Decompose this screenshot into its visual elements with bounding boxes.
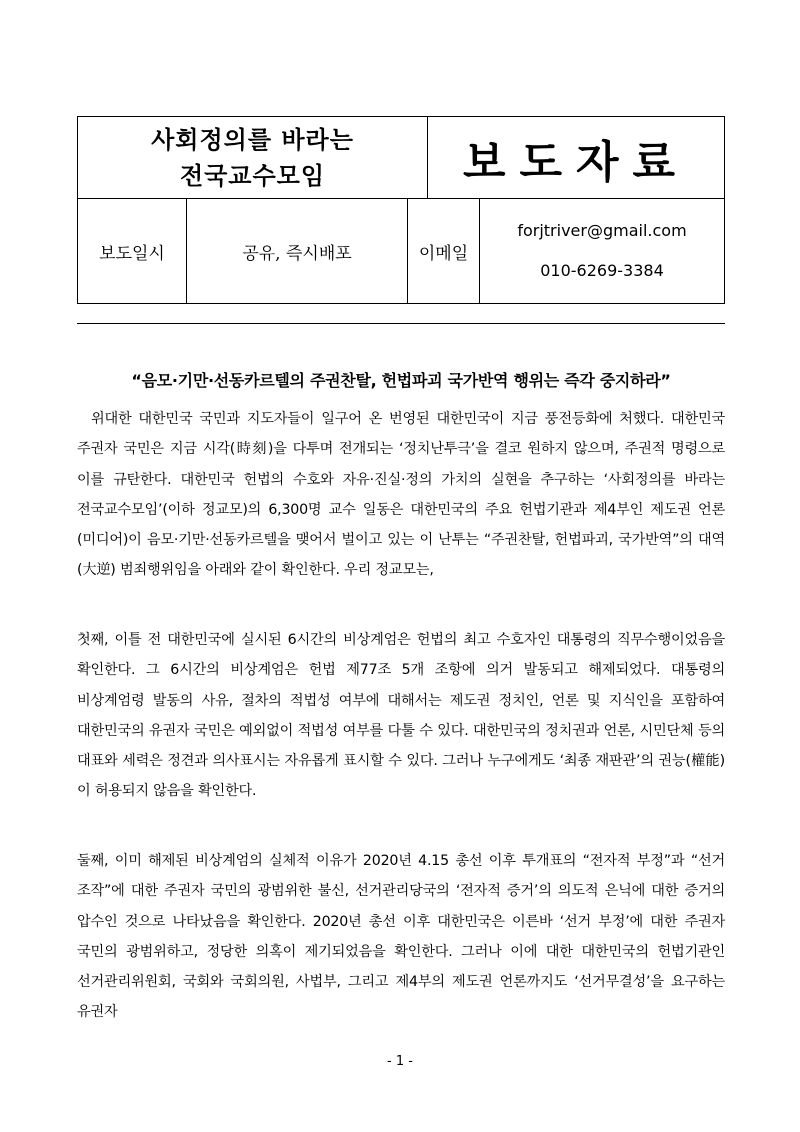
- paragraph-first: 첫째, 이틀 전 대한민국에 실시된 6시간의 비상계엄은 헌법의 최고 수호자인 대통령의 직무수행이었음을 확인한다. 그 6시간의 비상계엄은 헌법 제77조 5개 조항에 의거 발동되고 해제되었다. 대통령의 비상계엄령 발동의 사유, 절차의 적법성 여부에 대해서는 제도권 정치인, 언론 및 지식인을 포함하여 대한민국의 유권자 국민은 예외없이 적법성 여부를 다툴 수 있다. 대한민국의 정치권과 언론, 시민단체 등의 대표와 세력은 정견과 의사표시는 자유롭게 표시할 수 있다. 그러나 누구에게도 ‘최종 재판관’의 권능(權能)이 허용되지 않음을 확인한다.: [77, 632, 725, 800]
- header-row-bottom: [78, 199, 724, 303]
- organization-name-line2: 전국교수모임: [179, 160, 326, 190]
- email-label: 이메일: [408, 199, 480, 303]
- paragraph-second: 둘째, 이미 해제된 비상계엄의 실체적 이유가 2020년 4.15 총선 이후 투개표의 “전자적 부정”과 “선거 조작”에 대한 주권자 국민의 광범위한 불신, 선거관리당국의 ‘전자적 증거’의 의도적 은닉에 대한 증거의 압수인 것으로 나타났음을 확인한다. 2020년 총선 이후 대한민국은 이른바 ‘선거 부정’에 대한 주권자 국민의 광범위하고, 정당한 의혹이 제기되었음을 확인한다. 그러나 이에 대한 대한민국의 헌법기관인 선거관리위원회, 국회와 국회의원, 사법부, 그리고 제4부의 제도권 언론까지도 ‘선거무결성’을 요구하는 유권자: [77, 853, 725, 1021]
- press-release-title: 보도자료: [462, 136, 689, 188]
- release-date-value: 공유, 즉시배포: [187, 199, 408, 303]
- organization-name: [78, 117, 428, 198]
- header-divider: [77, 323, 725, 324]
- contact-info: [480, 199, 724, 303]
- header-row-top: [78, 117, 724, 199]
- release-date-label: 보도일시: [78, 199, 187, 303]
- paragraph-intro: 위대한 대한민국 국민과 지도자들이 일구어 온 번영된 대한민국이 지금 풍전등화에 처했다. 대한민국 주권자 국민은 지금 시각(時刻)을 다투며 전개되는 ‘정치난투극’을 결코 원하지 않으며, 주권적 명령으로 이를 규탄한다. 대한민국 헌법의 수호와 자유·진실·정의 가치의 실현을 추구하는 ‘사회정의를 바라는 전국교수모임’(이하 정교모)의 6,300명 교수 일동은 대한민국의 주요 헌법기관과 제4부인 제도권 언론(미디어)이 음모·기만·선동카르텔을 맺어서 벌이고 있는 이 난투는 “주권찬탈, 헌법파괴, 국가반역”의 대역(大逆) 범죄행위임을 아래와 같이 확인한다. 우리 정교모는,: [77, 411, 725, 579]
- header-table: [77, 116, 725, 304]
- page-number: - 1 -: [387, 1054, 413, 1069]
- email-address: forjtriver@gmail.com: [517, 221, 687, 240]
- phone-number: 010-6269-3384: [540, 261, 664, 280]
- headline: “음모·기만·선동카르텔의 주권찬탈, 헌법파괴 국가반역 행위는 즉각 중지하라”: [131, 371, 671, 390]
- organization-name-line1: 사회정의를 바라는: [151, 124, 354, 154]
